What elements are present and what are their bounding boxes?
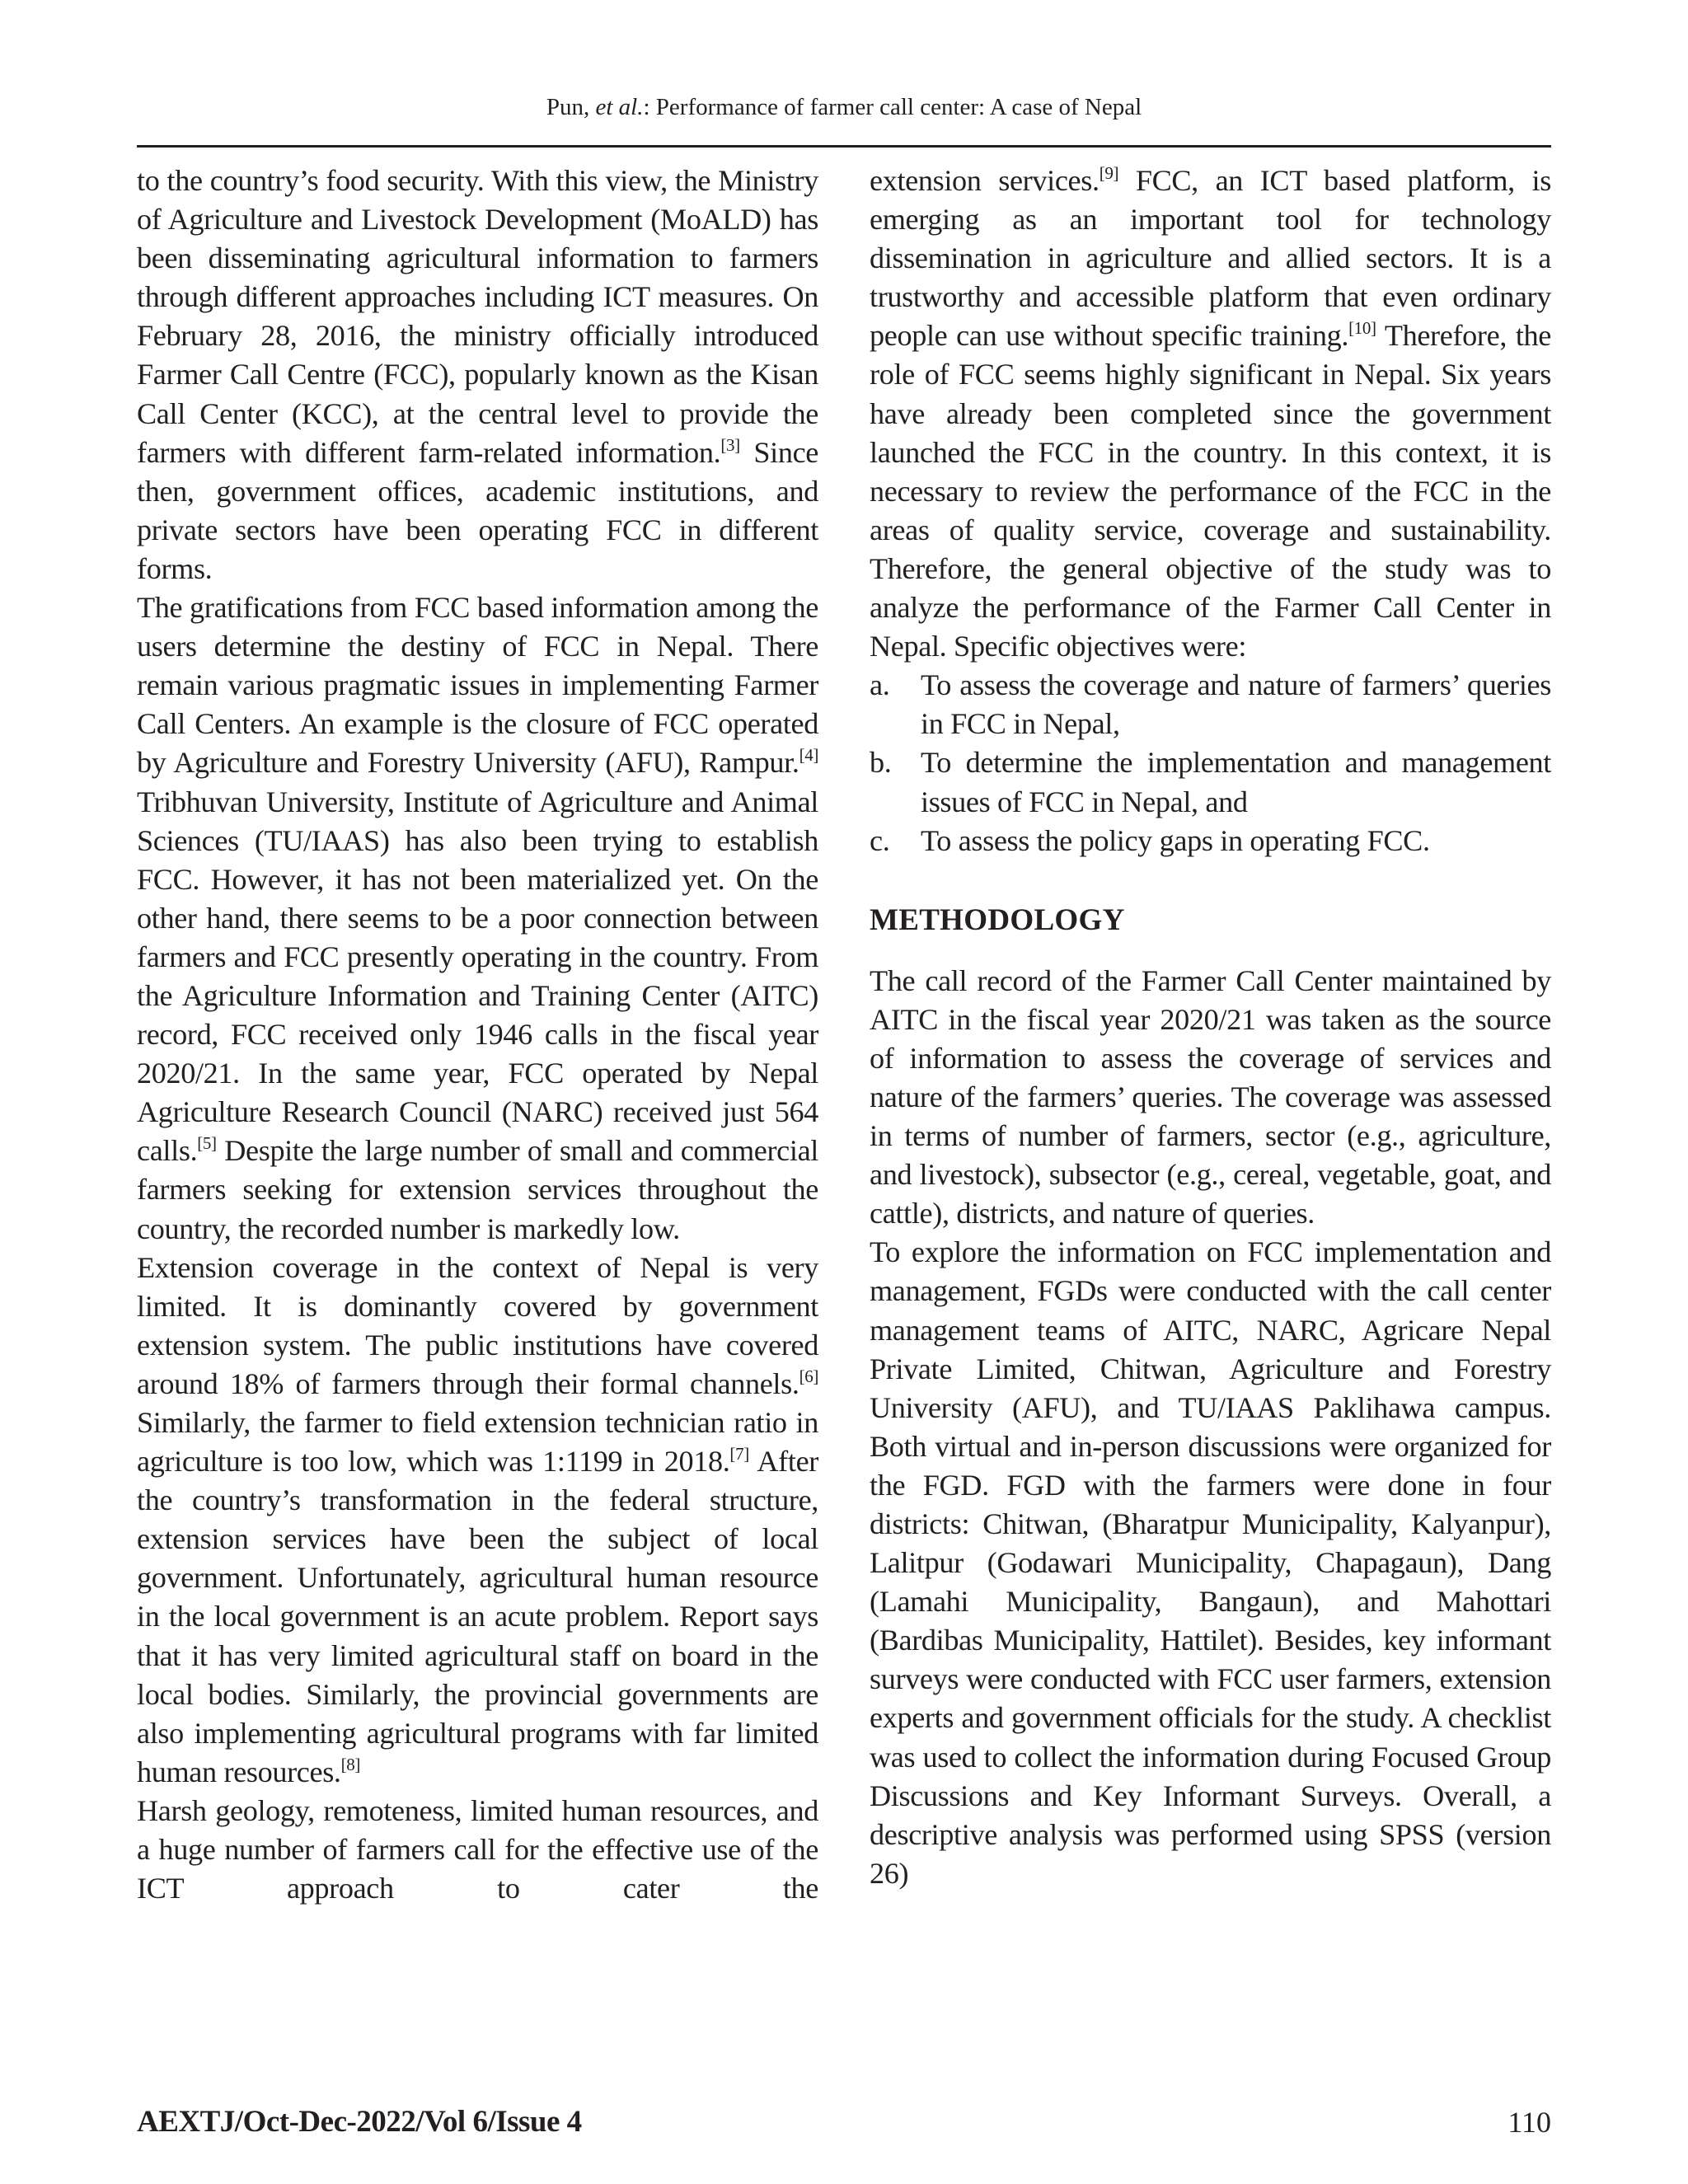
paragraph-text: Tribhuvan University, Institute of Agriculture and Animal Sciences (TU/IAAS) has also been trying to establish FCC. However, it has not been materialized yet. On the other hand, there seems to be a poor connection between farmers and FCC presently operating in the country. From the Agriculture Information and Training Center (AITC) record, FCC received only 1946 calls in the fiscal year 2020/21. In the same year, FCC operated by Nepal Agriculture Research Council (NARC) received just 564 calls. [137, 785, 818, 1168]
paragraph-gratifications [137, 588, 818, 1249]
objective-item [870, 743, 1551, 821]
paragraph-text: Harsh geology, remoteness, limited human resources, and a huge number of farmers call for the effective use of the ICT approach to cater the [137, 1793, 818, 1905]
paragraph-text: The gratifications from FCC based information among the users determine the destiny of FCC in Nepal. There remain various pragmatic issues in implementing Farmer Call Centers. An example is the closure of FCC operated by Agriculture and Forestry University (AFU), Rampur. [137, 591, 818, 780]
paragraph-food-security [137, 162, 818, 588]
citation-ref[interactable]: [6] [799, 1366, 818, 1386]
citation-ref[interactable]: [9] [1099, 163, 1119, 183]
objective-text: To determine the implementation and management issues of FCC in Nepal, and [921, 746, 1551, 818]
objective-item [870, 822, 1551, 860]
list-marker: c. [870, 823, 890, 857]
paragraph-call-record: The call record of the Farmer Call Center maintained by AITC in the fiscal year 2020/21 was taken as the source of information to assess the coverage of services and nature of the farmers’ queries. The coverage was assessed in terms of number of farmers, sector (e.g., agriculture, and livestock), subsector (e.g., cereal, vegetable, goat, and cattle), districts, and nature of queries. [870, 963, 1551, 1230]
citation-ref[interactable]: [8] [340, 1754, 361, 1774]
citation-ref[interactable]: [10] [1348, 318, 1376, 339]
paragraph-text: FCC, an ICT based platform, is emerging as an important tool for technology dissemination in agriculture and allied sectors. It is a trustworthy and accessible platform that even ordinary people can use without specific training. [870, 164, 1551, 353]
objectives-list [870, 666, 1551, 860]
running-head-etal: et al. [595, 94, 644, 120]
footer-journal-info: AEXTJ/Oct-Dec-2022/Vol 6/Issue 4 [137, 2105, 582, 2139]
list-marker: a. [870, 668, 890, 702]
section-heading-methodology: METHODOLOGY [870, 902, 1125, 937]
objective-text: To assess the policy gaps in operating FCC. [921, 823, 1430, 857]
objective-text: To assess the coverage and nature of farmers’ queries in FCC in Nepal, [921, 668, 1551, 741]
running-head-author: Pun, [546, 94, 596, 120]
paragraph-text: Despite the large number of small and commercial farmers seeking for extension services throughout the country, the recorded number is markedly low. [137, 1134, 818, 1245]
objective-item [870, 666, 1551, 743]
paragraph-text: After the country’s transformation in the federal structure, extension services have been the subject of local government. Unfortunately, agricultural human resource in the local government is an acute problem. Report says that it has very limited agricultural staff on board in the local bodies. Similarly, the provincial governments are also implementing agricultural programs with far limited human resources. [137, 1445, 818, 1788]
footer-page-number: 110 [1507, 2106, 1551, 2139]
citation-ref[interactable]: [4] [799, 745, 818, 766]
paragraph-fcc-platform [870, 162, 1551, 666]
paragraph-text: Therefore, the role of FCC seems highly significant in Nepal. Six years have already been completed since the government launched the FCC in the country. In this context, it is necessary to review the performance of the FCC in the areas of quality service, coverage and sustainability. Therefore, the general objective of the study was to analyze the performance of the Farmer Call Center in Nepal. Specific objectives were: [870, 319, 1552, 663]
paragraph-harsh-geology [137, 1792, 818, 1908]
paragraph-extension-coverage [137, 1249, 818, 1792]
running-head [0, 92, 1688, 122]
right-column [870, 162, 1551, 1893]
paragraph-text: Extension coverage in the context of Nepal is very limited. It is dominantly covered by government extension system. The public institutions have covered around 18% of farmers through their formal channels. [137, 1250, 818, 1400]
citation-ref[interactable]: [3] [720, 434, 740, 455]
citation-ref[interactable]: [5] [197, 1133, 217, 1154]
running-head-title: : Performance of farmer call center: A case of Nepal [643, 94, 1142, 120]
paragraph-text: Similarly, the farmer to field extension technician ratio in agriculture is too low, which was 1:1199 in 2018. [137, 1406, 818, 1479]
paragraph-text: Since then, government offices, academic institutions, and private sectors have been operating FCC in different forms. [137, 435, 818, 585]
citation-ref[interactable]: [7] [729, 1444, 749, 1465]
paragraph-fgd: To explore the information on FCC implementation and management, FGDs were conducted with the call center management teams of AITC, NARC, Agricare Nepal Private Limited, Chitwan, Agriculture and Forestry University (AFU), and TU/IAAS Paklihawa campus. Both virtual and in-person discussions were organized for the FGD. FGD with the farmers were done in four districts: Chitwan, (Bharatpur Municipality, Kalyanpur), Lalitpur (Godawari Municipality, Chapagaun), Dang (Lamahi Municipality, Bangaun), and Mahottari (Bardibas Municipality, Hattilet). Besides, key informant surveys were conducted with FCC user farmers, extension experts and government officials for the study. A checklist was used to collect the information during Focused Group Discussions and Key Informant Surveys. Overall, a descriptive analysis was performed using SPSS (version 26) [870, 1235, 1551, 1890]
paragraph-text: extension services. [870, 164, 1100, 197]
paragraph-text: to the country’s food security. With this view, the Ministry of Agriculture and Livestock Development (MoALD) has been disseminating agricultural information to farmers through different approaches including ICT measures. On February 28, 2016, the ministry officially introduced Farmer Call Centre (FCC), popularly known as the Kisan Call Center (KCC), at the central level to provide the farmers with different farm-related information. [137, 164, 818, 469]
list-marker: b. [870, 746, 892, 780]
header-rule [137, 145, 1551, 148]
left-column [137, 162, 818, 1908]
